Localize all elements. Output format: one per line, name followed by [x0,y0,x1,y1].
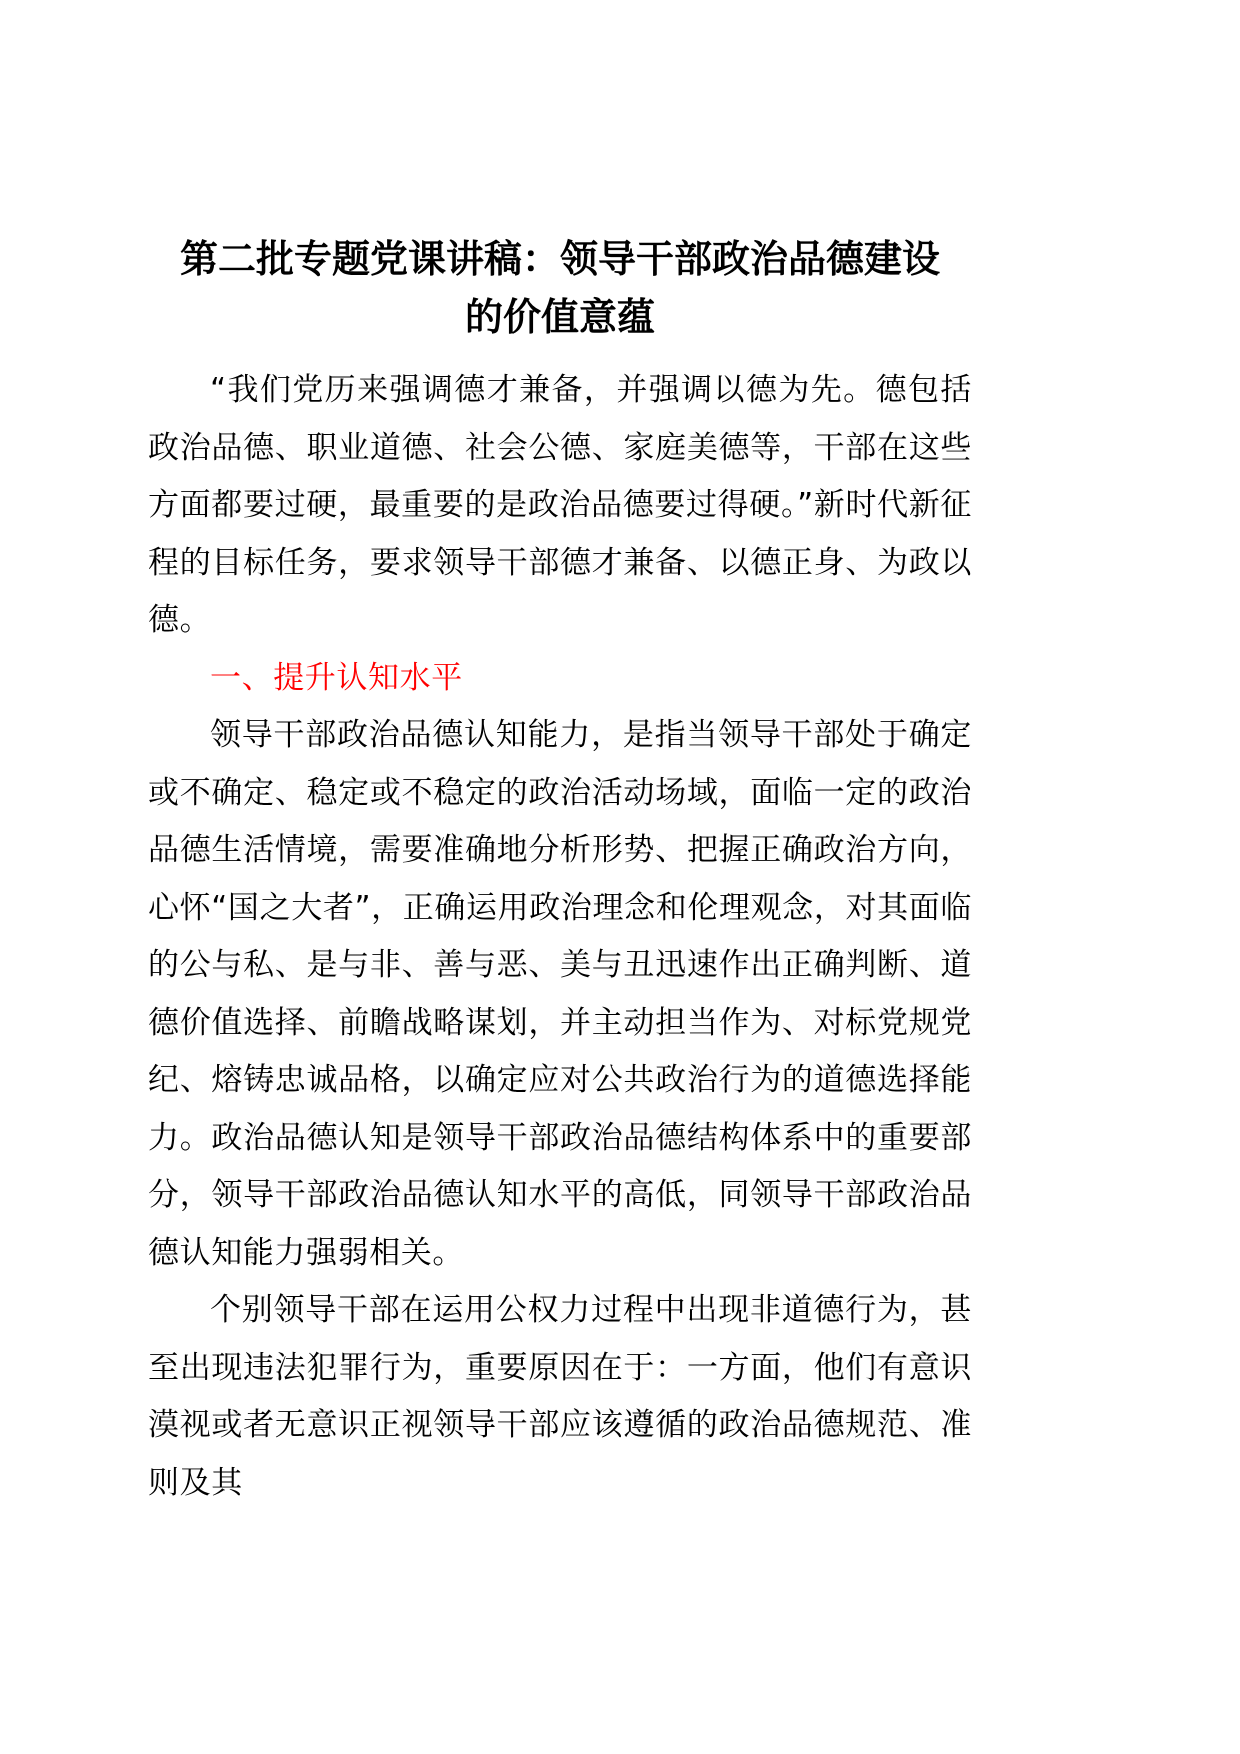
section-heading-1: 一、提升认知水平 [210,659,463,696]
body-paragraph-2: 个别领导干部在运用公权力过程中出现非道德行为，甚至出现违法犯罪行为，重要原因在于：一方面，他们有意识漠视或者无意识正视领导干部应该遵循的政治品德规范、准则及其 [148,1292,972,1501]
document-page [148,230,972,1512]
body-paragraph-1: 领导干部政治品德认知能力，是指当领导干部处于确定或不确定、稳定或不稳定的政治活动场域，面临一定的政治品德生活情境，需要准确地分析形势、把握正确政治方向，心怀“国之大者”，正确运用政治理念和伦理观念，对其面临的公与私、是与非、善与恶、美与丑迅速作出正确判断、道德价值选择、前瞻战略谋划，并主动担当作为、对标党规党纪、熔铸忠诚品格，以确定应对公共政治行为的道德选择能力。政治品德认知是领导干部政治品德结构体系中的重要部分，领导干部政治品德认知水平的高低，同领导干部政治品德认知能力强弱相关。 [148,717,972,1271]
document-body [148,362,972,1512]
title-line-2: 的价值意蕴 [464,295,655,339]
title-line-1: 第二批专题党课讲稿：领导干部政治品德建设 [179,237,940,281]
intro-paragraph: “我们党历来强调德才兼备，并强调以德为先。德包括政治品德、职业道德、社会公德、家庭美德等，干部在这些方面都要过硬，最重要的是政治品德要过得硬。”新时代新征程的目标任务，要求领导干部德才兼备、以德正身、为政以德。 [148,372,972,638]
document-title [148,230,972,346]
